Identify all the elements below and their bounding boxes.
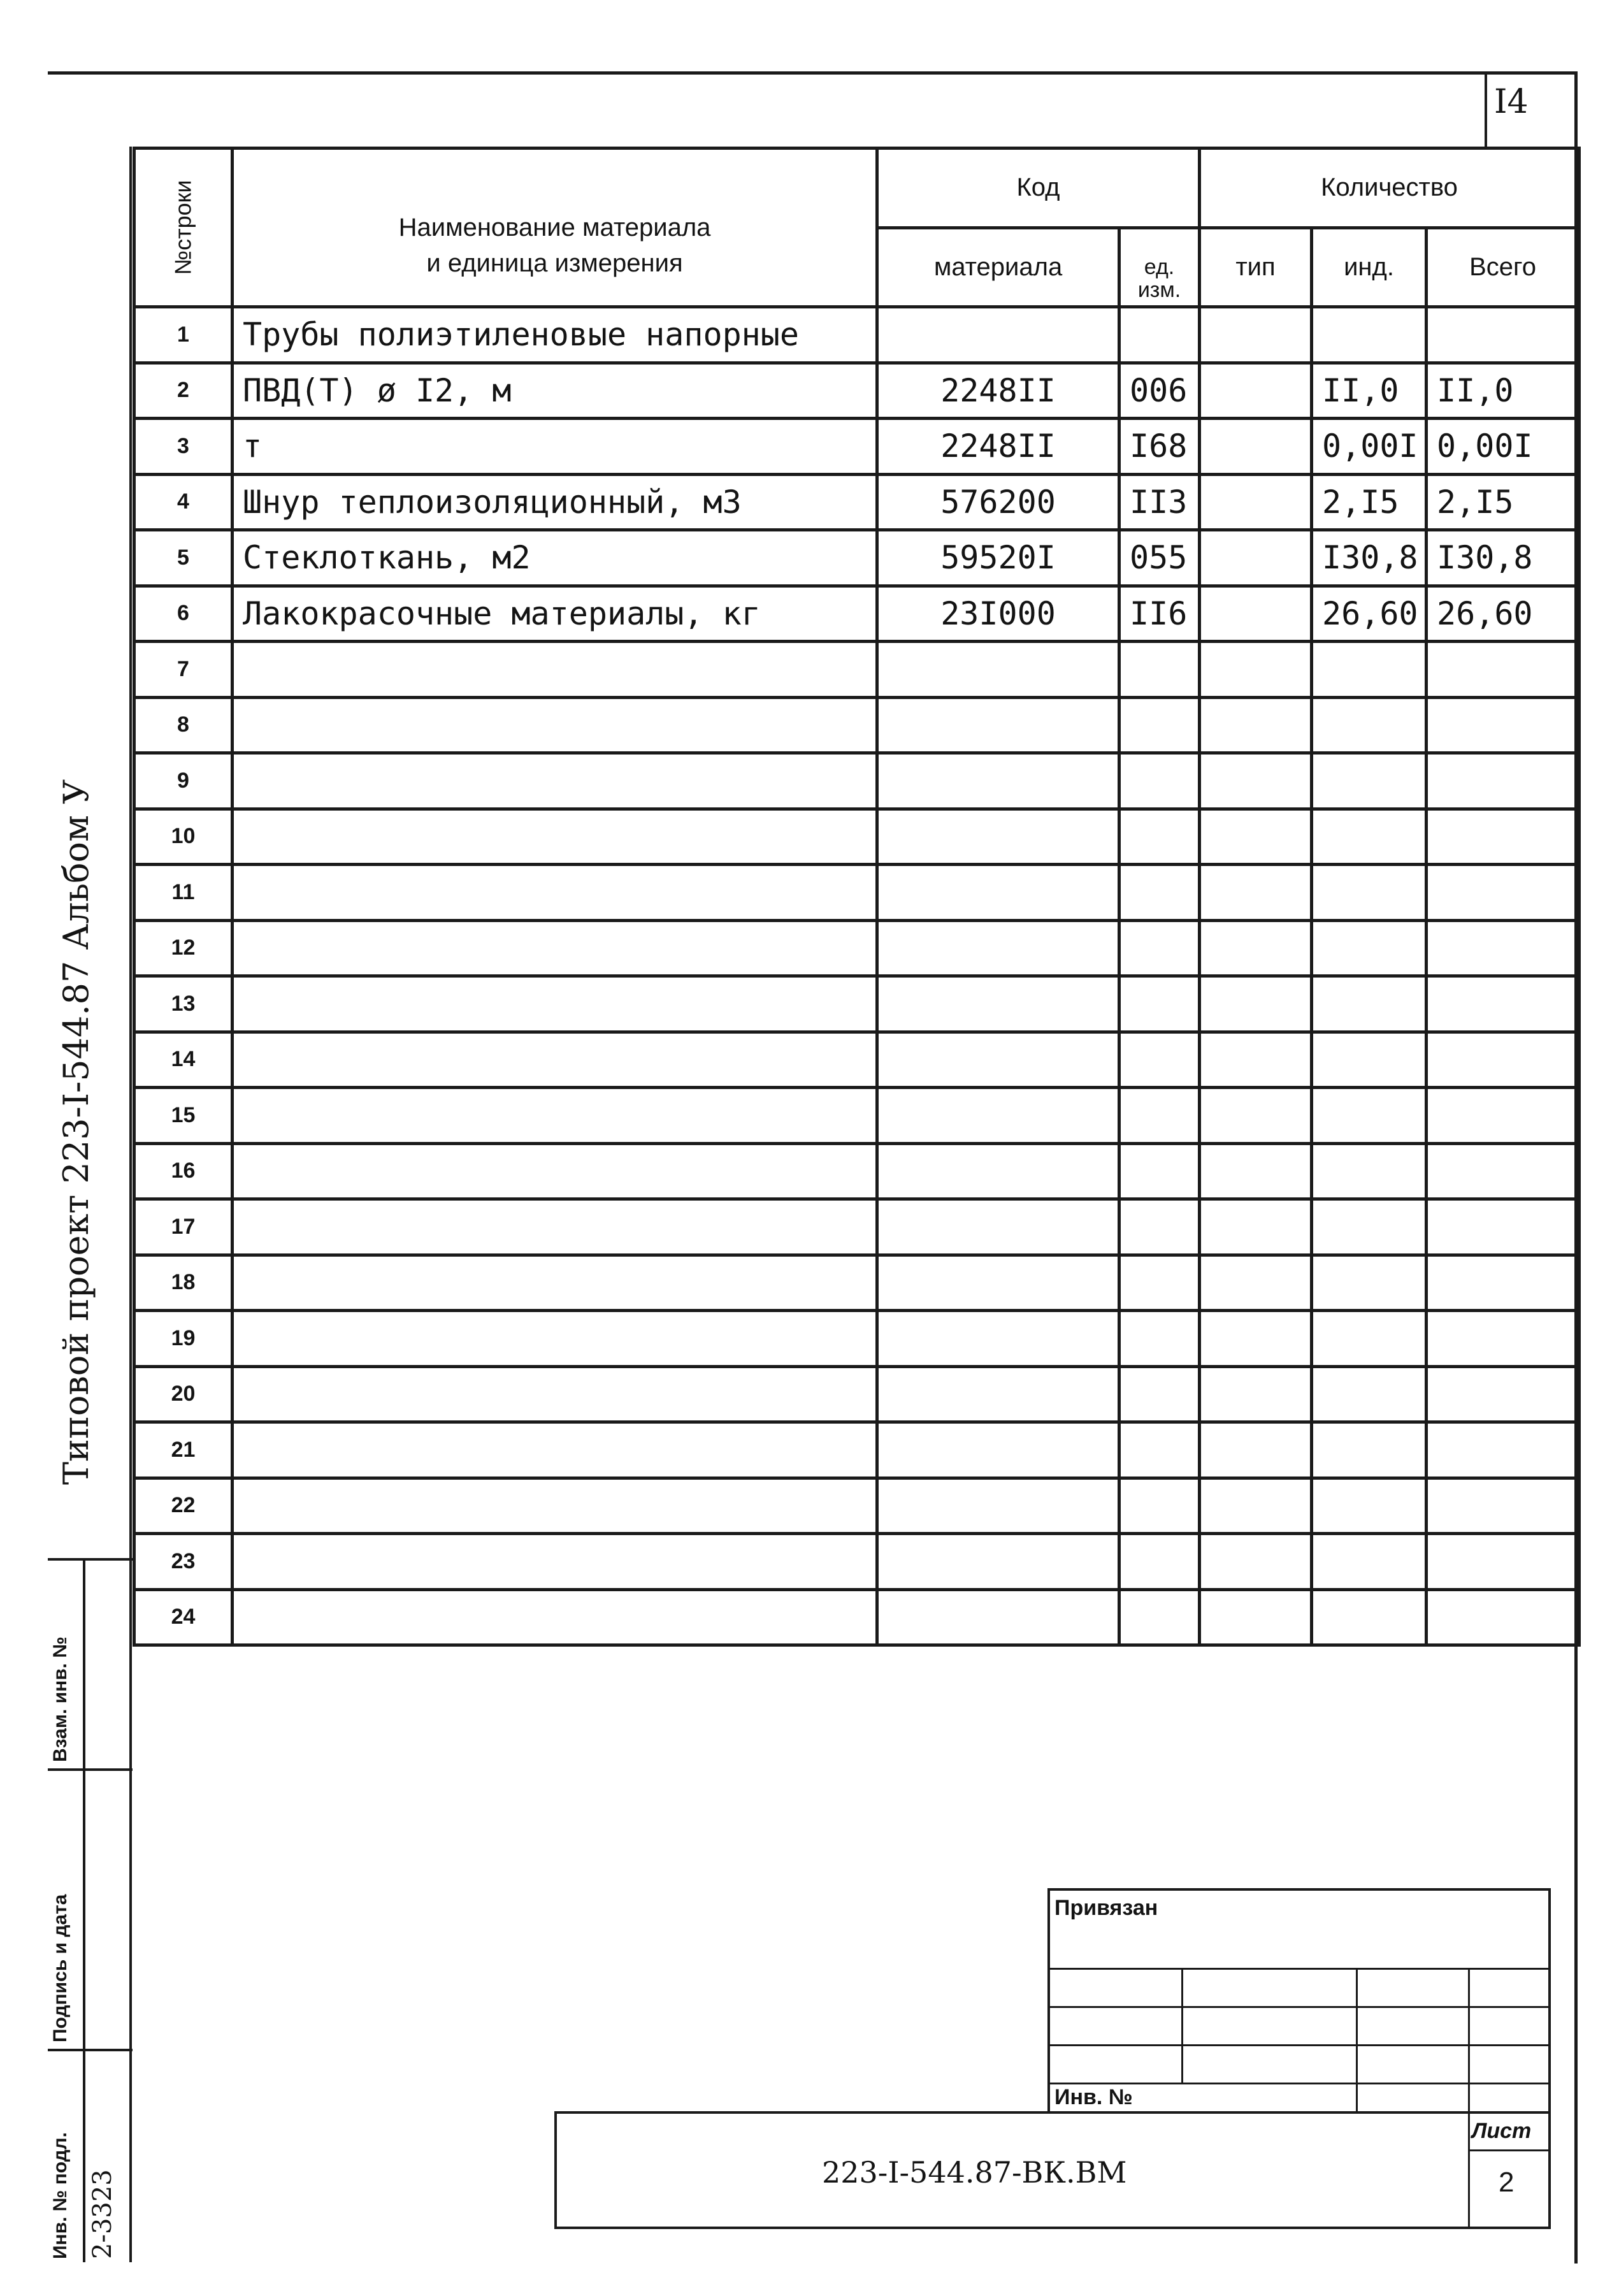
table-row <box>134 419 1579 475</box>
material-name-cell: Шнур теплоизоляционный, м3 <box>233 474 877 530</box>
qty-ind-cell <box>1312 1032 1427 1088</box>
titleblock-left-line <box>1047 1888 1050 2111</box>
row-number-cell: 17 <box>134 1199 233 1255</box>
material-name-cell <box>233 1199 877 1255</box>
table-row <box>134 1255 1579 1311</box>
unit-code-cell <box>1119 1199 1200 1255</box>
qty-ind-cell <box>1312 1199 1427 1255</box>
material-code-cell <box>877 865 1119 921</box>
material-name-cell <box>233 1143 877 1199</box>
table-row <box>134 307 1579 363</box>
table-row <box>134 1311 1579 1367</box>
material-code-cell <box>877 307 1119 363</box>
qty-tip-cell <box>1200 1366 1312 1422</box>
qty-ind-cell <box>1312 1366 1427 1422</box>
qty-tip-cell <box>1200 586 1312 642</box>
header-ed-izm <box>1119 227 1200 307</box>
table-row <box>134 920 1579 976</box>
material-code-cell <box>877 1478 1119 1534</box>
table-row <box>134 1589 1579 1645</box>
material-name-cell <box>233 1255 877 1311</box>
list-sep-line <box>1468 2149 1551 2151</box>
qty-tip-cell <box>1200 865 1312 921</box>
titleblock-row-1 <box>1047 1968 1551 1970</box>
material-name-cell <box>233 697 877 753</box>
qty-tip-cell <box>1200 363 1312 419</box>
qty-vsego-cell <box>1427 1422 1579 1478</box>
qty-ind-cell <box>1312 1143 1427 1199</box>
qty-vsego-cell <box>1427 1534 1579 1590</box>
material-code-cell <box>877 1589 1119 1645</box>
table-row <box>134 1143 1579 1199</box>
material-name-cell <box>233 865 877 921</box>
table-row <box>134 1422 1579 1478</box>
stamp-sep-1 <box>48 1768 133 1771</box>
top-frame-line <box>48 71 1577 75</box>
designation-bottom-line <box>554 2227 1551 2229</box>
qty-tip-cell <box>1200 419 1312 475</box>
material-name-cell <box>233 1032 877 1088</box>
table-row <box>134 976 1579 1032</box>
row-number-cell: 9 <box>134 753 233 809</box>
table-row <box>134 474 1579 530</box>
header-tip: тип <box>1200 227 1312 307</box>
list-value: 2 <box>1499 2167 1515 2198</box>
stamp-sep-2 <box>48 2049 133 2051</box>
qty-vsego-cell <box>1427 920 1579 976</box>
qty-vsego-cell <box>1427 1366 1579 1422</box>
unit-code-cell <box>1119 1478 1200 1534</box>
qty-vsego-cell <box>1427 1311 1579 1367</box>
unit-code-cell <box>1119 753 1200 809</box>
header-material: материала <box>877 227 1119 307</box>
row-number-cell: 22 <box>134 1478 233 1534</box>
material-code-cell <box>877 809 1119 865</box>
unit-code-cell: I68 <box>1119 419 1200 475</box>
unit-code-cell <box>1119 1311 1200 1367</box>
unit-code-cell <box>1119 809 1200 865</box>
material-name-cell: т <box>233 419 877 475</box>
qty-vsego-cell: II,0 <box>1427 363 1579 419</box>
stamp-vzam-label: Взам. инв. № <box>50 1636 71 1762</box>
table-row <box>134 530 1579 586</box>
qty-ind-cell: 2,I5 <box>1312 474 1427 530</box>
header-name-label: Наименование материала и единица измерения <box>398 213 711 277</box>
row-number-cell: 4 <box>134 474 233 530</box>
row-number-cell: 18 <box>134 1255 233 1311</box>
titleblock-top-line <box>1047 1888 1551 1891</box>
qty-ind-cell <box>1312 1534 1427 1590</box>
qty-tip-cell <box>1200 307 1312 363</box>
specification-body <box>134 307 1579 1645</box>
material-code-cell <box>877 1143 1119 1199</box>
row-number-cell: 3 <box>134 419 233 475</box>
qty-tip-cell <box>1200 920 1312 976</box>
material-code-cell <box>877 697 1119 753</box>
table-row <box>134 1199 1579 1255</box>
qty-tip-cell <box>1200 753 1312 809</box>
unit-code-cell <box>1119 1534 1200 1590</box>
qty-vsego-cell <box>1427 1088 1579 1144</box>
material-name-cell <box>233 809 877 865</box>
material-name-cell <box>233 976 877 1032</box>
qty-vsego-cell <box>1427 1143 1579 1199</box>
unit-code-cell <box>1119 1366 1200 1422</box>
titleblock-col-1 <box>1181 1968 1183 2083</box>
privyazan-label: Привязан <box>1054 1896 1158 1920</box>
material-code-cell <box>877 1199 1119 1255</box>
material-code-cell: 576200 <box>877 474 1119 530</box>
binding-strip-line <box>129 147 132 2262</box>
qty-ind-cell: I30,8 <box>1312 530 1427 586</box>
row-number-cell: 23 <box>134 1534 233 1590</box>
qty-vsego-cell: I30,8 <box>1427 530 1579 586</box>
header-ind: инд. <box>1312 227 1427 307</box>
qty-vsego-cell <box>1427 1032 1579 1088</box>
row-number-cell: 2 <box>134 363 233 419</box>
qty-ind-cell: 26,60 <box>1312 586 1427 642</box>
header-nstroki-label: №строки <box>169 180 196 275</box>
row-number-cell: 12 <box>134 920 233 976</box>
titleblock-right-line <box>1548 1888 1551 2229</box>
row-number-cell: 15 <box>134 1088 233 1144</box>
qty-ind-cell <box>1312 753 1427 809</box>
qty-vsego-cell: 2,I5 <box>1427 474 1579 530</box>
row-number-cell: 13 <box>134 976 233 1032</box>
material-name-cell <box>233 1589 877 1645</box>
row-number-cell: 11 <box>134 865 233 921</box>
table-row <box>134 1032 1579 1088</box>
qty-ind-cell: II,0 <box>1312 363 1427 419</box>
material-name-cell <box>233 920 877 976</box>
list-label: Лист <box>1472 2119 1532 2143</box>
table-row <box>134 1088 1579 1144</box>
qty-tip-cell <box>1200 1143 1312 1199</box>
qty-ind-cell <box>1312 1478 1427 1534</box>
qty-tip-cell <box>1200 1478 1312 1534</box>
table-row <box>134 586 1579 642</box>
material-code-cell: 2248II <box>877 363 1119 419</box>
material-name-cell: Стеклоткань, м2 <box>233 530 877 586</box>
table-row <box>134 1534 1579 1590</box>
qty-vsego-cell <box>1427 1255 1579 1311</box>
qty-vsego-cell <box>1427 809 1579 865</box>
qty-tip-cell <box>1200 697 1312 753</box>
unit-code-cell: II3 <box>1119 474 1200 530</box>
qty-ind-cell <box>1312 976 1427 1032</box>
unit-code-cell <box>1119 976 1200 1032</box>
qty-ind-cell <box>1312 1422 1427 1478</box>
unit-code-cell <box>1119 1255 1200 1311</box>
header-vsego: Всего <box>1427 227 1579 307</box>
qty-vsego-cell: 26,60 <box>1427 586 1579 642</box>
unit-code-cell <box>1119 1032 1200 1088</box>
qty-tip-cell <box>1200 1088 1312 1144</box>
table-row <box>134 1366 1579 1422</box>
qty-ind-cell <box>1312 642 1427 698</box>
material-code-cell <box>877 1366 1119 1422</box>
header-kod: Код <box>877 148 1200 228</box>
qty-vsego-cell <box>1427 865 1579 921</box>
unit-code-cell: 055 <box>1119 530 1200 586</box>
row-number-cell: 20 <box>134 1366 233 1422</box>
material-code-cell <box>877 1255 1119 1311</box>
qty-vsego-cell <box>1427 642 1579 698</box>
titleblock-row-3 <box>1047 2044 1551 2046</box>
qty-tip-cell <box>1200 1589 1312 1645</box>
qty-tip-cell <box>1200 976 1312 1032</box>
unit-code-cell <box>1119 1422 1200 1478</box>
qty-tip-cell <box>1200 530 1312 586</box>
row-number-cell: 8 <box>134 697 233 753</box>
row-number-cell: 10 <box>134 809 233 865</box>
qty-tip-cell <box>1200 1255 1312 1311</box>
qty-ind-cell <box>1312 307 1427 363</box>
row-number-cell: 7 <box>134 642 233 698</box>
qty-ind-cell <box>1312 1255 1427 1311</box>
qty-vsego-cell <box>1427 1589 1579 1645</box>
qty-tip-cell <box>1200 1032 1312 1088</box>
material-name-cell <box>233 1422 877 1478</box>
unit-code-cell <box>1119 697 1200 753</box>
row-number-cell: 21 <box>134 1422 233 1478</box>
designation-top-line <box>554 2111 1551 2114</box>
qty-tip-cell <box>1200 1534 1312 1590</box>
header-ed-izm-label: ед. изм. <box>1137 255 1181 303</box>
material-name-cell <box>233 753 877 809</box>
unit-code-cell <box>1119 1143 1200 1199</box>
row-number-cell: 6 <box>134 586 233 642</box>
row-number-cell: 16 <box>134 1143 233 1199</box>
unit-code-cell: 006 <box>1119 363 1200 419</box>
table-row <box>134 1478 1579 1534</box>
material-code-cell: 23I000 <box>877 586 1119 642</box>
qty-ind-cell <box>1312 920 1427 976</box>
material-code-cell <box>877 1534 1119 1590</box>
material-code-cell <box>877 753 1119 809</box>
material-code-cell <box>877 976 1119 1032</box>
unit-code-cell <box>1119 1088 1200 1144</box>
row-number-cell: 5 <box>134 530 233 586</box>
qty-ind-cell: 0,00I <box>1312 419 1427 475</box>
table-row <box>134 697 1579 753</box>
qty-ind-cell <box>1312 1088 1427 1144</box>
qty-tip-cell <box>1200 1199 1312 1255</box>
material-code-cell <box>877 1422 1119 1478</box>
qty-vsego-cell <box>1427 307 1579 363</box>
specification-table <box>133 147 1581 1647</box>
table-row <box>134 753 1579 809</box>
material-code-cell <box>877 1032 1119 1088</box>
titleblock-row-2 <box>1047 2006 1551 2008</box>
material-code-cell: 59520I <box>877 530 1119 586</box>
qty-tip-cell <box>1200 474 1312 530</box>
material-code-cell: 2248II <box>877 419 1119 475</box>
material-code-cell <box>877 642 1119 698</box>
qty-vsego-cell <box>1427 753 1579 809</box>
qty-vsego-cell <box>1427 697 1579 753</box>
qty-tip-cell <box>1200 1311 1312 1367</box>
header-nstroki <box>134 148 233 307</box>
material-name-cell: Трубы полиэтиленовые напорные <box>233 307 877 363</box>
qty-ind-cell <box>1312 1311 1427 1367</box>
header-name <box>233 148 877 307</box>
material-code-cell <box>877 920 1119 976</box>
row-number-cell: 19 <box>134 1311 233 1367</box>
row-number-cell: 14 <box>134 1032 233 1088</box>
table-row <box>134 809 1579 865</box>
material-name-cell <box>233 1534 877 1590</box>
header-kolichestvo: Количество <box>1200 148 1579 228</box>
table-row <box>134 642 1579 698</box>
material-code-cell <box>877 1088 1119 1144</box>
row-number-cell: 24 <box>134 1589 233 1645</box>
unit-code-cell <box>1119 920 1200 976</box>
titleblock-col-3 <box>1468 1968 1470 2229</box>
row-number-cell: 1 <box>134 307 233 363</box>
qty-tip-cell <box>1200 1422 1312 1478</box>
designation-left-line <box>554 2111 557 2229</box>
stamp-inv-label: Инв. № подл. <box>50 2132 71 2259</box>
qty-ind-cell <box>1312 809 1427 865</box>
unit-code-cell: II6 <box>1119 586 1200 642</box>
stamp-inv-value: 2-3323 <box>88 2169 117 2259</box>
material-name-cell: ПВД(Т) ø I2, м <box>233 363 877 419</box>
material-name-cell <box>233 1478 877 1534</box>
material-name-cell <box>233 642 877 698</box>
qty-vsego-cell: 0,00I <box>1427 419 1579 475</box>
stamp-podpis-label: Подпись и дата <box>50 1894 71 2042</box>
qty-ind-cell <box>1312 865 1427 921</box>
unit-code-cell <box>1119 1589 1200 1645</box>
unit-code-cell <box>1119 307 1200 363</box>
qty-ind-cell <box>1312 1589 1427 1645</box>
qty-ind-cell <box>1312 697 1427 753</box>
designation-code: 223-I-544.87-ВК.ВМ <box>822 2155 1127 2190</box>
titleblock-col-2 <box>1356 1968 1358 2111</box>
page-number: I4 <box>1494 83 1529 121</box>
qty-tip-cell <box>1200 809 1312 865</box>
qty-vsego-cell <box>1427 1478 1579 1534</box>
stamp-top-line <box>48 1558 133 1561</box>
titleblock-row-4 <box>1047 2083 1551 2084</box>
material-name-cell <box>233 1311 877 1367</box>
table-row <box>134 865 1579 921</box>
stamp-strip-left <box>83 1558 85 2262</box>
material-name-cell <box>233 1088 877 1144</box>
album-side-text: Типовой проект 223-I-544.87 Альбом У <box>56 779 96 1485</box>
material-code-cell <box>877 1311 1119 1367</box>
table-row <box>134 363 1579 419</box>
inv-no-label: Инв. № <box>1054 2085 1133 2109</box>
qty-vsego-cell <box>1427 1199 1579 1255</box>
unit-code-cell <box>1119 642 1200 698</box>
material-name-cell: Лакокрасочные материалы, кг <box>233 586 877 642</box>
unit-code-cell <box>1119 865 1200 921</box>
qty-tip-cell <box>1200 642 1312 698</box>
page-number-box-left <box>1485 71 1487 148</box>
material-name-cell <box>233 1366 877 1422</box>
qty-vsego-cell <box>1427 976 1579 1032</box>
